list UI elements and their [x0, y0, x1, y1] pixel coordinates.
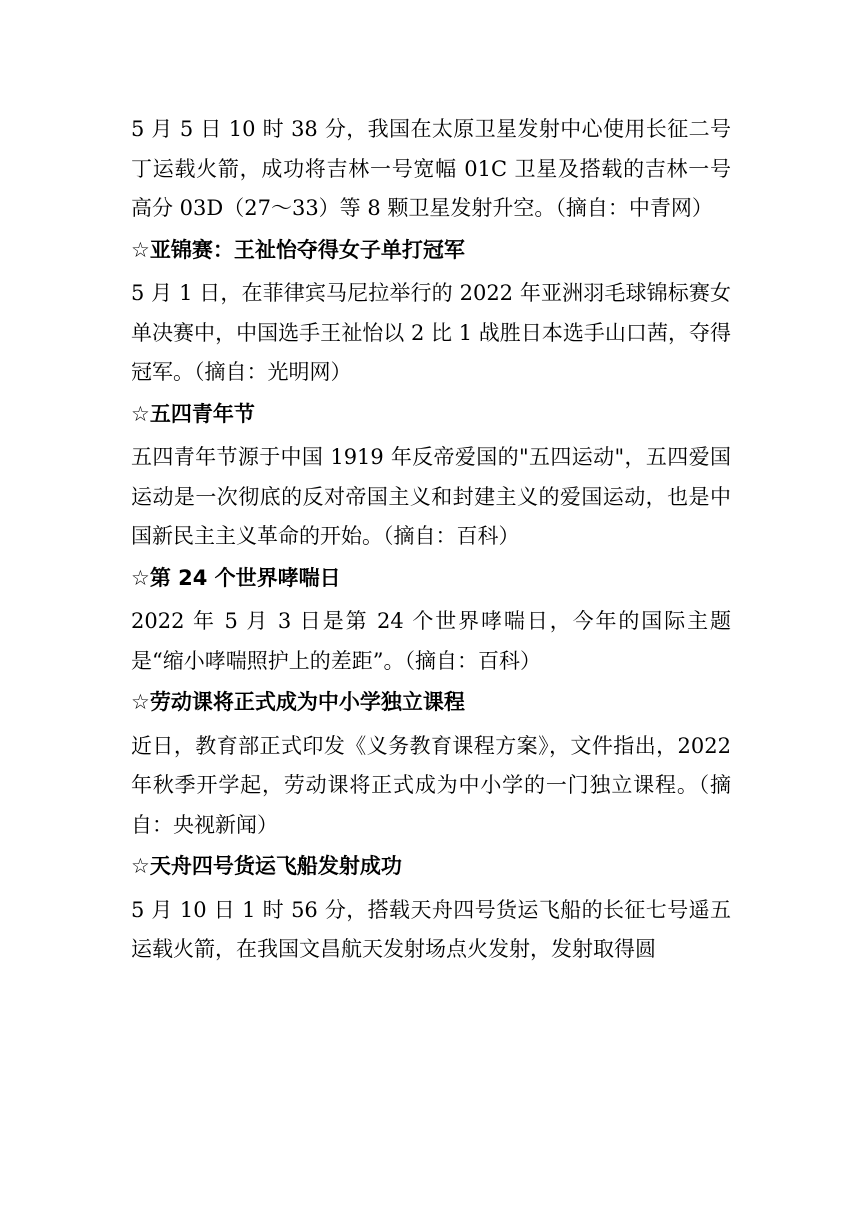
paragraph-tianzhou: 5 月 10 日 1 时 56 分，搭载天舟四号货运飞船的长征七号遥五运载火箭，在我国文昌航天发射场点火发射，发射取得圆 — [131, 897, 731, 961]
star-icon: ☆ — [131, 237, 150, 262]
paragraph-asthma-day: 2022 年 5 月 3 日是第 24 个世界哮喘日，今年的国际主题是“缩小哮喘照护上的差距”。（摘自：百科） — [131, 609, 731, 673]
heading-asthma-day — [131, 559, 731, 599]
heading-text: 五四青年节 — [149, 401, 255, 426]
star-icon: ☆ — [131, 401, 150, 426]
heading-text: 劳动课将正式成为中小学独立课程 — [149, 690, 465, 714]
star-icon: ☆ — [131, 854, 150, 878]
heading-badminton — [131, 231, 731, 271]
paragraph-badminton: 5 月 1 日，在菲律宾马尼拉举行的 2022 年亚洲羽毛球锦标赛女单决赛中，中国选手王祉怡以 2 比 1 战胜日本选手山口茜，夺得冠军。（摘自：光明网） — [131, 281, 731, 384]
heading-text: 天舟四号货运飞船发射成功 — [149, 854, 402, 878]
paragraph-youth-day: 五四青年节源于中国 1919 年反帝爱国的"五四运动"，五四爱国运动是一次彻底的反对帝国主义和封建主义的爱国运动，也是中国新民主主义革命的开始。（摘自：百科） — [131, 445, 731, 548]
heading-text: 第 24 个世界哮喘日 — [149, 565, 341, 590]
document-page — [131, 110, 731, 970]
star-icon: ☆ — [131, 690, 150, 714]
paragraph-labor-course: 近日，教育部正式印发《义务教育课程方案》，文件指出，2022 年秋季开学起，劳动课将正式成为中小学的一门独立课程。（摘自：央视新闻） — [131, 733, 731, 837]
heading-text: 亚锦赛：王祉怡夺得女子单打冠军 — [149, 237, 465, 262]
heading-youth-day — [131, 395, 731, 435]
star-icon: ☆ — [131, 565, 150, 590]
paragraph-rocket-launch: 5 月 5 日 10 时 38 分，我国在太原卫星发射中心使用长征二号丁运载火箭，成功将吉林一号宽幅 01C 卫星及搭载的吉林一号高分 03D（27～33）等 8 颗卫星发射升空。（摘自：中青网） — [131, 117, 731, 220]
heading-tianzhou — [131, 847, 731, 887]
heading-labor-course — [131, 683, 731, 723]
